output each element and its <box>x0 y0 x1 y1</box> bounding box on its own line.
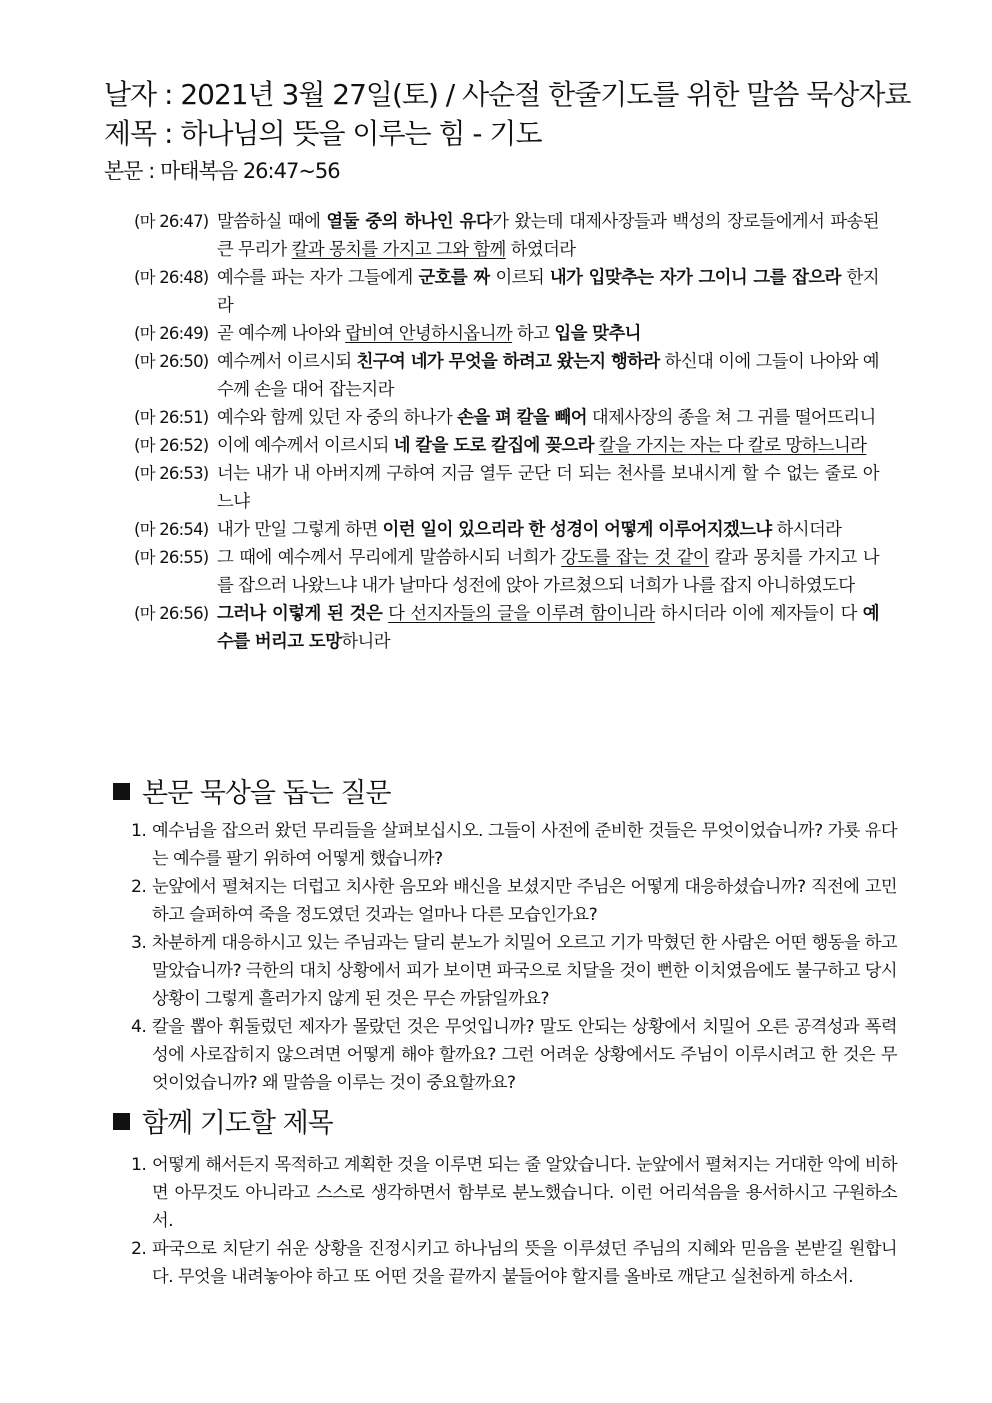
question-item <box>131 929 897 1013</box>
prayers-list <box>131 1151 897 1291</box>
verse-fragment: 대제사장의 종을 쳐 그 귀를 떨어뜨리니 <box>586 408 876 428</box>
verse-row <box>134 404 879 432</box>
item-number: 4. <box>131 1017 147 1037</box>
verse-row <box>134 460 879 516</box>
item-number: 2. <box>131 877 147 897</box>
verse-fragment: 하시더라 <box>771 520 842 540</box>
item-number: 1. <box>131 1155 147 1175</box>
verse-fragment: 하였더라 <box>505 240 576 260</box>
verse-fragment: 그 때에 예수께서 무리에게 말씀하시되 너희가 <box>217 548 562 568</box>
verse-fragment: 가 왔는데 대제사장들과 백성의 장로들에게서 파송된 큰 무리가 <box>217 212 879 260</box>
item-number: 2. <box>131 1239 147 1259</box>
verse-fragment: 이르되 <box>489 268 550 288</box>
verse-reference: (마 26:55) <box>134 548 209 567</box>
underlined-phrase: 칼과 몽치를 가지고 그와 함께 <box>291 240 506 260</box>
underlined-phrase: 강도를 잡는 것 같이 <box>561 548 709 568</box>
verse-text <box>217 600 879 656</box>
verse-reference: (마 26:52) <box>134 436 209 455</box>
verse-fragment: 예수와 함께 있던 자 중의 하나가 <box>217 408 458 428</box>
verse-fragment: 하신대 이에 그들이 나아와 예수께 손을 대어 잡는지라 <box>217 352 879 400</box>
question-item <box>131 1013 897 1097</box>
underlined-phrase: 다 선지자들의 글을 이루려 함이니라 <box>388 604 655 624</box>
item-number: 1. <box>131 821 147 841</box>
verse-fragment: 곧 예수께 나아와 <box>217 324 346 344</box>
verse-fragment: 예수께서 이르시되 <box>217 352 357 372</box>
verse-fragment: 말씀하실 때에 <box>217 212 327 232</box>
verse-row <box>134 264 879 320</box>
verse-row <box>134 516 879 544</box>
item-text: 눈앞에서 펼쳐지는 더럽고 치사한 음모와 배신을 보셨지만 주님은 어떻게 대응하셨습니까? 직전에 고민하고 슬퍼하여 죽을 정도였던 것과는 얼마나 다른 모습인가요? <box>152 877 897 925</box>
verse-reference: (마 26:54) <box>134 520 209 539</box>
verse-row <box>134 544 879 600</box>
verse-fragment: 이에 예수께서 이르시되 <box>217 436 394 456</box>
passage-reference: 본문 : 마태복음 26:47~56 <box>104 159 340 183</box>
verse-row <box>134 348 879 404</box>
verse-text <box>217 404 879 432</box>
underlined-phrase: 칼을 가지는 자는 다 칼로 망하느니라 <box>598 436 867 456</box>
bold-phrase: 내가 입맞추는 자가 그이니 그를 잡으라 <box>549 268 841 288</box>
item-text: 파국으로 치닫기 쉬운 상황을 진정시키고 하나님의 뜻을 이루셨던 주님의 지혜와 믿음을 본받길 원합니다. 무엇을 내려놓아야 하고 또 어떤 것을 끝까지 붙들어야 할지를 올바로 깨닫고 실천하게 하소서. <box>152 1239 897 1287</box>
verse-text <box>217 348 879 404</box>
prayers-section-title: 함께 기도할 제목 <box>113 1107 333 1141</box>
verse-reference: (마 26:53) <box>134 464 209 483</box>
verse-text <box>217 432 879 460</box>
verse-fragment: 하니라 <box>341 632 390 652</box>
verse-reference: (마 26:50) <box>134 352 209 371</box>
verse-reference: (마 26:48) <box>134 268 209 287</box>
verse-text <box>217 460 879 516</box>
verse-row <box>134 432 879 460</box>
verse-fragment: 칼과 몽치를 가지고 나를 잡으러 나왔느냐 내가 날마다 성전에 앉아 가르쳤으되 너희가 나를 잡지 아니하였도다 <box>217 548 879 596</box>
verse-fragment: 하고 <box>512 324 555 344</box>
scripture-passage <box>134 208 879 656</box>
verse-text <box>217 264 879 320</box>
verse-reference: (마 26:51) <box>134 408 209 427</box>
underlined-phrase: 랍비여 안녕하시옵니까 <box>345 324 513 344</box>
item-text: 어떻게 해서든지 목적하고 계획한 것을 이루면 되는 줄 알았습니다. 눈앞에서 펼쳐지는 거대한 악에 비하면 아무것도 아니라고 스스로 생각하면서 함부로 분노했습니다. 이런 어리석음을 용서하시고 구원하소서. <box>152 1155 897 1231</box>
bold-phrase: 친구여 네가 무엇을 하려고 왔는지 행하라 <box>356 352 660 372</box>
bold-phrase: 그러나 이렇게 된 것은 <box>217 604 383 624</box>
verse-fragment: 너는 내가 내 아버지께 구하여 지금 열두 군단 더 되는 천사를 보내시게 할 수 없는 줄로 아느냐 <box>217 464 879 512</box>
verse-text <box>217 516 879 544</box>
verse-text <box>217 544 879 600</box>
verse-row <box>134 600 879 656</box>
questions-section-title: 본문 묵상을 돕는 질문 <box>113 777 391 811</box>
item-text: 차분하게 대응하시고 있는 주님과는 달리 분노가 치밀어 오르고 기가 막혔던 한 사람은 어떤 행동을 하고 말았습니까? 극한의 대치 상황에서 피가 보이면 파국으로 치달을 것이 뻔한 이치였음에도 불구하고 당시 상황이 그렇게 흘러가지 않게 된 것은 무슨 까닭일까요? <box>152 933 897 1009</box>
verse-row <box>134 208 879 264</box>
bold-phrase: 이런 일이 있으리라 한 성경이 어떻게 이루어지겠느냐 <box>382 520 772 540</box>
verse-text <box>217 208 879 264</box>
verse-fragment: 예수를 파는 자가 그들에게 <box>217 268 419 288</box>
verse-reference: (마 26:56) <box>134 604 209 623</box>
item-number: 3. <box>131 933 147 953</box>
bold-phrase: 예수를 버리고 도망 <box>217 604 879 652</box>
sermon-title: 제목 : 하나님의 뜻을 이루는 힘 - 기도 <box>104 117 542 150</box>
prayer-item <box>131 1235 897 1291</box>
square-bullet-icon <box>113 1113 130 1130</box>
date-line: 날자 : 2021년 3월 27일(토) / 사순절 한줄기도를 위한 말씀 묵상자료 <box>104 78 911 111</box>
question-item <box>131 873 897 929</box>
prayer-item <box>131 1151 897 1235</box>
verse-reference: (마 26:49) <box>134 324 209 343</box>
question-item <box>131 817 897 873</box>
item-text: 예수님을 잡으러 왔던 무리들을 살펴보십시오. 그들이 사전에 준비한 것들은 무엇이었습니까? 가룟 유다는 예수를 팔기 위하여 어떻게 했습니까? <box>152 821 897 869</box>
square-bullet-icon <box>113 783 130 800</box>
verse-row <box>134 320 879 348</box>
item-text: 칼을 뽑아 휘둘렀던 제자가 몰랐던 것은 무엇입니까? 말도 안되는 상황에서 치밀어 오른 공격성과 폭력성에 사로잡히지 않으려면 어떻게 해야 할까요? 그런 어려운 상황에서도 주님이 이루시려고 한 것은 무엇이었습니까? 왜 말씀을 이루는 것이 중요할까요? <box>152 1017 897 1093</box>
bold-phrase: 열둘 중의 하나인 유다 <box>326 212 493 232</box>
verse-text <box>217 320 879 348</box>
verse-fragment: 하시더라 이에 제자들이 다 <box>654 604 863 624</box>
verse-fragment: 한지라 <box>217 268 879 316</box>
bold-phrase: 네 칼을 도로 칼집에 꽂으라 <box>393 436 594 456</box>
bold-phrase: 입을 맞추니 <box>554 324 641 344</box>
verse-reference: (마 26:47) <box>134 212 209 231</box>
verse-fragment: 내가 만일 그렇게 하면 <box>217 520 383 540</box>
bold-phrase: 손을 펴 칼을 빼어 <box>457 408 587 428</box>
questions-list <box>131 817 897 1097</box>
bold-phrase: 군호를 짜 <box>418 268 490 288</box>
